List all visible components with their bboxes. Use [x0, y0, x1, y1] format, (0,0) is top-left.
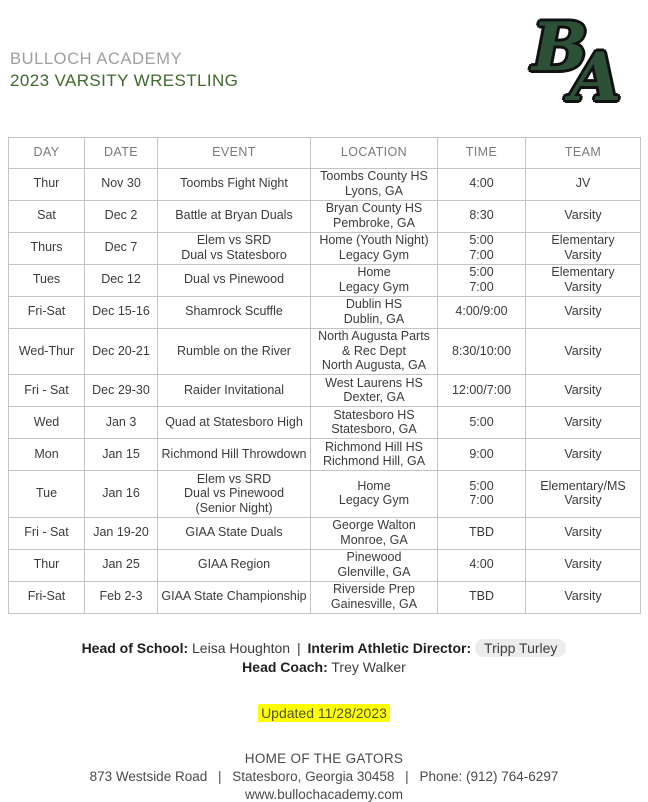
page-title: 2023 VARSITY WRESTLING [10, 71, 239, 90]
athletic-director-name: Tripp Turley [475, 639, 566, 657]
table-row [9, 407, 641, 439]
table-row [9, 517, 641, 549]
cell-team: Varsity [526, 375, 641, 407]
cell-date: Dec 2 [85, 200, 158, 232]
cell-day: Fri-Sat [9, 296, 85, 328]
column-header-date: DATE [85, 138, 158, 169]
table-row [9, 375, 641, 407]
cell-time: TBD [438, 581, 526, 613]
cell-time: 12:00/7:00 [438, 375, 526, 407]
school-name: BULLOCH ACADEMY [10, 50, 183, 68]
table-row [9, 471, 641, 518]
website: www.bullochacademy.com [244, 786, 404, 802]
cell-day: Mon [9, 439, 85, 471]
athletic-director-label: Interim Athletic Director: [307, 639, 472, 656]
cell-team: Varsity [526, 407, 641, 439]
cell-location: Home Legacy Gym [311, 471, 438, 518]
table-header-row [9, 138, 641, 169]
cell-event: Rumble on the River [158, 328, 311, 375]
cell-location: North Augusta Parts & Rec Dept North Augusta, GA [311, 328, 438, 375]
column-header-location: LOCATION [311, 138, 438, 169]
cell-date: Jan 16 [85, 471, 158, 518]
officials-line-2 [0, 658, 648, 677]
cell-time: 8:30/10:00 [438, 328, 526, 375]
cell-location: George Walton Monroe, GA [311, 517, 438, 549]
column-header-time: TIME [438, 138, 526, 169]
cell-event: Richmond Hill Throwdown [158, 439, 311, 471]
cell-team: Varsity [526, 439, 641, 471]
head-of-school-name: Leisa Houghton [192, 639, 291, 656]
cell-location: Statesboro HS Statesboro, GA [311, 407, 438, 439]
table-row [9, 296, 641, 328]
cell-time: TBD [438, 517, 526, 549]
page-header [0, 0, 648, 137]
cell-event: GIAA State Championship [158, 581, 311, 613]
schedule-table-body [9, 168, 641, 613]
cell-time: 5:00 [438, 407, 526, 439]
updated-row [0, 704, 648, 723]
column-header-day: DAY [9, 138, 85, 169]
cell-day: Fri - Sat [9, 375, 85, 407]
address-city: Statesboro, Georgia 30458 [232, 768, 395, 784]
cell-team: Varsity [526, 549, 641, 581]
cell-event: Quad at Statesboro High [158, 407, 311, 439]
cell-time: 5:00 7:00 [438, 264, 526, 296]
column-header-event: EVENT [158, 138, 311, 169]
cell-date: Nov 30 [85, 168, 158, 200]
phone-number: (912) 764-6297 [466, 768, 559, 784]
cell-location: Toombs County HS Lyons, GA [311, 168, 438, 200]
cell-time: 5:00 7:00 [438, 471, 526, 518]
head-of-school-label: Head of School: [81, 639, 189, 656]
phone-label: Phone: [419, 768, 463, 784]
address-separator-1: | [218, 768, 222, 784]
logo-letter-a: A [570, 38, 622, 116]
cell-time: 4:00 [438, 549, 526, 581]
cell-day: Tue [9, 471, 85, 518]
table-row [9, 264, 641, 296]
cell-event: Elem vs SRD Dual vs Pinewood (Senior Night) [158, 471, 311, 518]
table-row [9, 439, 641, 471]
cell-team: Varsity [526, 328, 641, 375]
cell-location: West Laurens HS Dexter, GA [311, 375, 438, 407]
table-row [9, 581, 641, 613]
cell-team: Varsity [526, 581, 641, 613]
cell-day: Tues [9, 264, 85, 296]
cell-team: Elementary/MS Varsity [526, 471, 641, 518]
cell-team: JV [526, 168, 641, 200]
cell-date: Dec 7 [85, 232, 158, 264]
cell-time: 4:00 [438, 168, 526, 200]
table-row [9, 200, 641, 232]
cell-time: 8:30 [438, 200, 526, 232]
logo-letter-b: B [532, 8, 588, 86]
cell-location: Dublin HS Dublin, GA [311, 296, 438, 328]
cell-day: Thur [9, 168, 85, 200]
cell-date: Jan 25 [85, 549, 158, 581]
address-line [0, 769, 648, 784]
cell-location: Home Legacy Gym [311, 264, 438, 296]
cell-event: Battle at Bryan Duals [158, 200, 311, 232]
cell-date: Dec 20-21 [85, 328, 158, 375]
cell-event: Raider Invitational [158, 375, 311, 407]
cell-date: Dec 29-30 [85, 375, 158, 407]
cell-day: Thurs [9, 232, 85, 264]
cell-date: Feb 2-3 [85, 581, 158, 613]
cell-event: Dual vs Pinewood [158, 264, 311, 296]
cell-event: GIAA Region [158, 549, 311, 581]
school-logo-ba [522, 8, 640, 124]
cell-day: Wed-Thur [9, 328, 85, 375]
table-row [9, 168, 641, 200]
cell-day: Wed [9, 407, 85, 439]
updated-date-highlight: Updated 11/28/2023 [258, 704, 390, 722]
head-coach-name: Trey Walker [331, 658, 406, 675]
cell-location: Riverside Prep Gainesville, GA [311, 581, 438, 613]
cell-time: 4:00/9:00 [438, 296, 526, 328]
cell-event: Elem vs SRD Dual vs Statesboro [158, 232, 311, 264]
cell-day: Fri - Sat [9, 517, 85, 549]
cell-date: Dec 15-16 [85, 296, 158, 328]
cell-date: Jan 3 [85, 407, 158, 439]
cell-day: Thur [9, 549, 85, 581]
address-street: 873 Westside Road [89, 768, 208, 784]
table-row [9, 549, 641, 581]
cell-event: Toombs Fight Night [158, 168, 311, 200]
schedule-table [8, 137, 641, 614]
cell-team: Varsity [526, 200, 641, 232]
cell-team: Elementary Varsity [526, 232, 641, 264]
motto: HOME OF THE GATORS [244, 750, 404, 766]
cell-event: GIAA State Duals [158, 517, 311, 549]
address-separator-2: | [405, 768, 409, 784]
officials-separator: | [296, 639, 301, 656]
cell-location: Home (Youth Night) Legacy Gym [311, 232, 438, 264]
cell-time: 9:00 [438, 439, 526, 471]
cell-date: Jan 15 [85, 439, 158, 471]
head-coach-label: Head Coach: [242, 658, 328, 675]
cell-team: Varsity [526, 296, 641, 328]
cell-location: Bryan County HS Pembroke, GA [311, 200, 438, 232]
cell-day: Fri-Sat [9, 581, 85, 613]
cell-team: Elementary Varsity [526, 264, 641, 296]
cell-location: Pinewood Glenville, GA [311, 549, 438, 581]
table-row [9, 328, 641, 375]
cell-day: Sat [9, 200, 85, 232]
cell-location: Richmond Hill HS Richmond Hill, GA [311, 439, 438, 471]
table-row [9, 232, 641, 264]
officials-line-1 [0, 639, 648, 658]
cell-team: Varsity [526, 517, 641, 549]
cell-date: Jan 19-20 [85, 517, 158, 549]
cell-time: 5:00 7:00 [438, 232, 526, 264]
column-header-team: TEAM [526, 138, 641, 169]
cell-event: Shamrock Scuffle [158, 296, 311, 328]
cell-date: Dec 12 [85, 264, 158, 296]
